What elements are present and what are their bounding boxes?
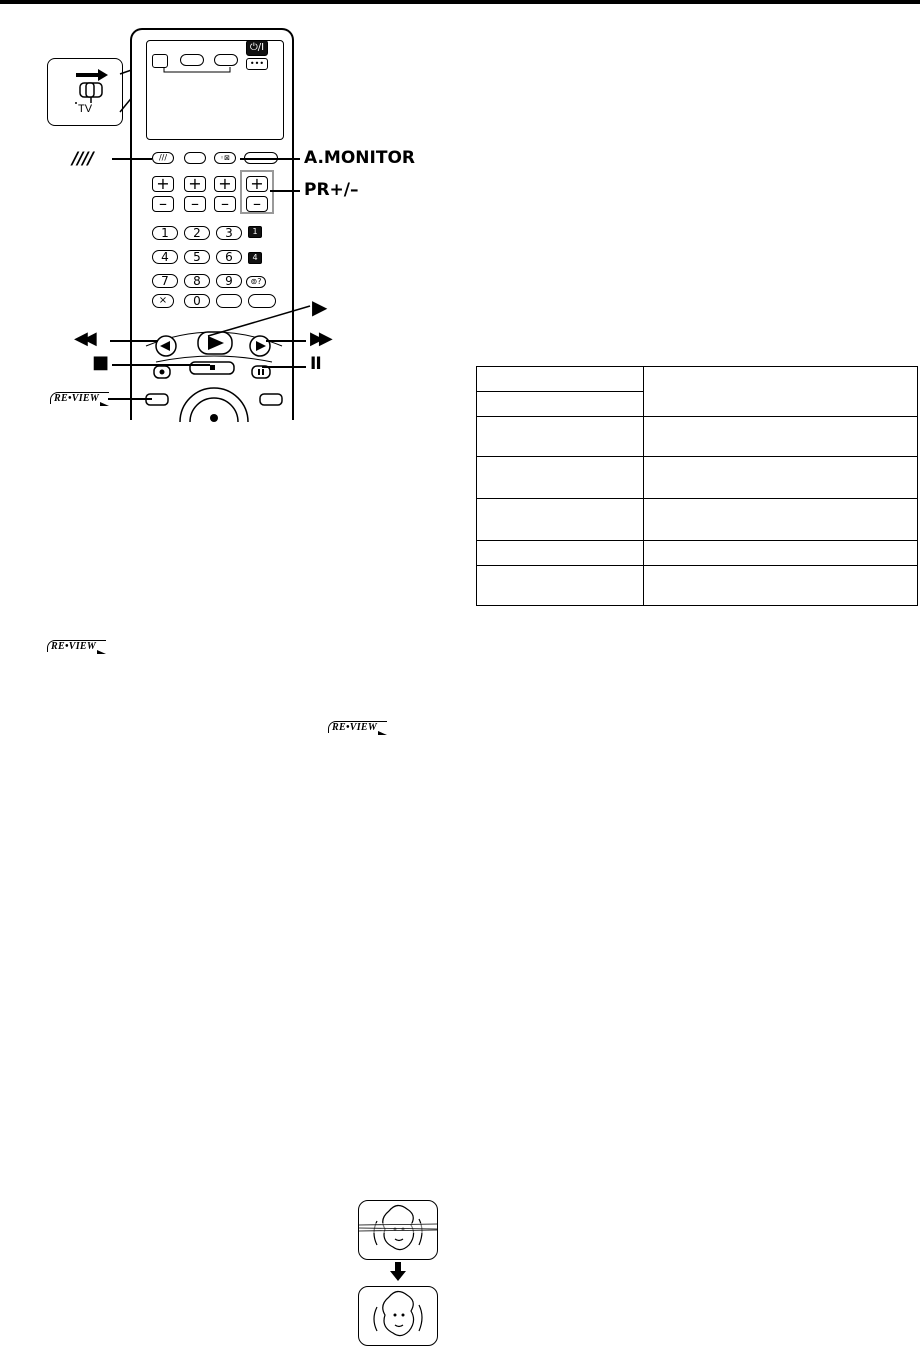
button-bracket (162, 66, 232, 76)
digit-button[interactable]: 5 (184, 250, 210, 264)
pr-minus-button[interactable]: – (246, 196, 268, 212)
stop-callout-icon: ■ (92, 352, 110, 373)
digit-button[interactable]: 0 (184, 294, 210, 308)
info-table (476, 366, 918, 606)
table-cell (477, 541, 644, 566)
plus-button[interactable]: + (152, 176, 174, 192)
table-row (477, 367, 918, 392)
pr-highlight-box (240, 170, 274, 214)
digit-button[interactable]: 8 (184, 274, 210, 288)
plus-button[interactable]: + (214, 176, 236, 192)
stop-callout-line (112, 364, 210, 366)
table-cell (644, 499, 918, 541)
table-cell (477, 367, 644, 392)
table-cell (477, 499, 644, 541)
remote-control (130, 28, 294, 420)
table-cell (644, 541, 918, 566)
table-row (477, 541, 918, 566)
cancel-button[interactable]: × (152, 294, 174, 308)
fast-forward-callout-line (266, 340, 306, 342)
table-cell (644, 367, 918, 417)
table-cell (477, 392, 644, 417)
pr-callout-line (270, 190, 300, 192)
table-cell (644, 457, 918, 499)
index-button[interactable]: 4 (248, 252, 262, 264)
arrow-down-icon (390, 1262, 406, 1282)
table-cell (644, 566, 918, 606)
table-cell (644, 417, 918, 457)
remote-small-button[interactable] (184, 152, 206, 164)
tv-label: TV (78, 103, 93, 115)
digit-button[interactable]: 1 (152, 226, 178, 240)
digit-button[interactable]: 9 (216, 274, 242, 288)
power-icon: ⏻/I (249, 42, 265, 53)
face-clear-illustration (359, 1287, 437, 1345)
play-callout-icon: ▶ (312, 295, 328, 319)
table-row (477, 417, 918, 457)
slash-callout: //// (72, 149, 93, 169)
minus-button[interactable]: – (214, 196, 236, 212)
recall-button[interactable]: ⊚? (246, 276, 266, 288)
slash-callout-line (112, 158, 152, 160)
page-top-rule (0, 0, 920, 4)
dots-button[interactable]: ••• (246, 58, 268, 70)
digit-button[interactable]: 7 (152, 274, 178, 288)
power-button[interactable] (246, 40, 268, 56)
digit-button[interactable]: 6 (216, 250, 242, 264)
index-button[interactable]: 1 (248, 226, 262, 238)
a-monitor-callout: A.MONITOR (304, 148, 415, 168)
table-row (477, 457, 918, 499)
review-logo-inline: RE•VIEW (328, 721, 387, 733)
tv-screen-after (358, 1286, 438, 1346)
table-row (477, 566, 918, 606)
review-callout-line (108, 398, 152, 400)
pause-callout-line (262, 366, 306, 368)
review-logo: RE•VIEW (50, 392, 109, 404)
tv-screen-before (358, 1200, 438, 1260)
digit-button[interactable]: 2 (184, 226, 210, 240)
play-callout-line (206, 298, 312, 338)
pr-callout: PR+/– (304, 180, 359, 200)
a-monitor-callout-line (240, 158, 300, 160)
fast-forward-callout-icon: ▶▶ (310, 328, 328, 349)
remote-small-button[interactable] (214, 54, 238, 66)
face-noise-illustration (359, 1201, 437, 1259)
pause-callout-icon: II (310, 354, 321, 374)
minus-button[interactable]: – (152, 196, 174, 212)
table-row (477, 499, 918, 541)
digit-button[interactable]: 3 (216, 226, 242, 240)
pr-plus-button[interactable]: + (246, 176, 268, 192)
record-icon (160, 370, 165, 375)
rewind-callout-icon: ◀◀ (74, 328, 92, 349)
a-monitor-button[interactable]: ◦⊠ (214, 152, 236, 164)
digit-button[interactable]: 4 (152, 250, 178, 264)
stop-icon (210, 365, 215, 370)
table-cell (477, 457, 644, 499)
rewind-callout-line (110, 340, 158, 342)
slash-button[interactable]: /// (152, 152, 174, 164)
review-logo-inline: RE•VIEW (47, 640, 106, 652)
remote-small-button[interactable] (180, 54, 204, 66)
table-cell (477, 566, 644, 606)
pause-icon (258, 369, 260, 375)
plus-button[interactable]: + (184, 176, 206, 192)
minus-button[interactable]: – (184, 196, 206, 212)
table-cell (477, 417, 644, 457)
